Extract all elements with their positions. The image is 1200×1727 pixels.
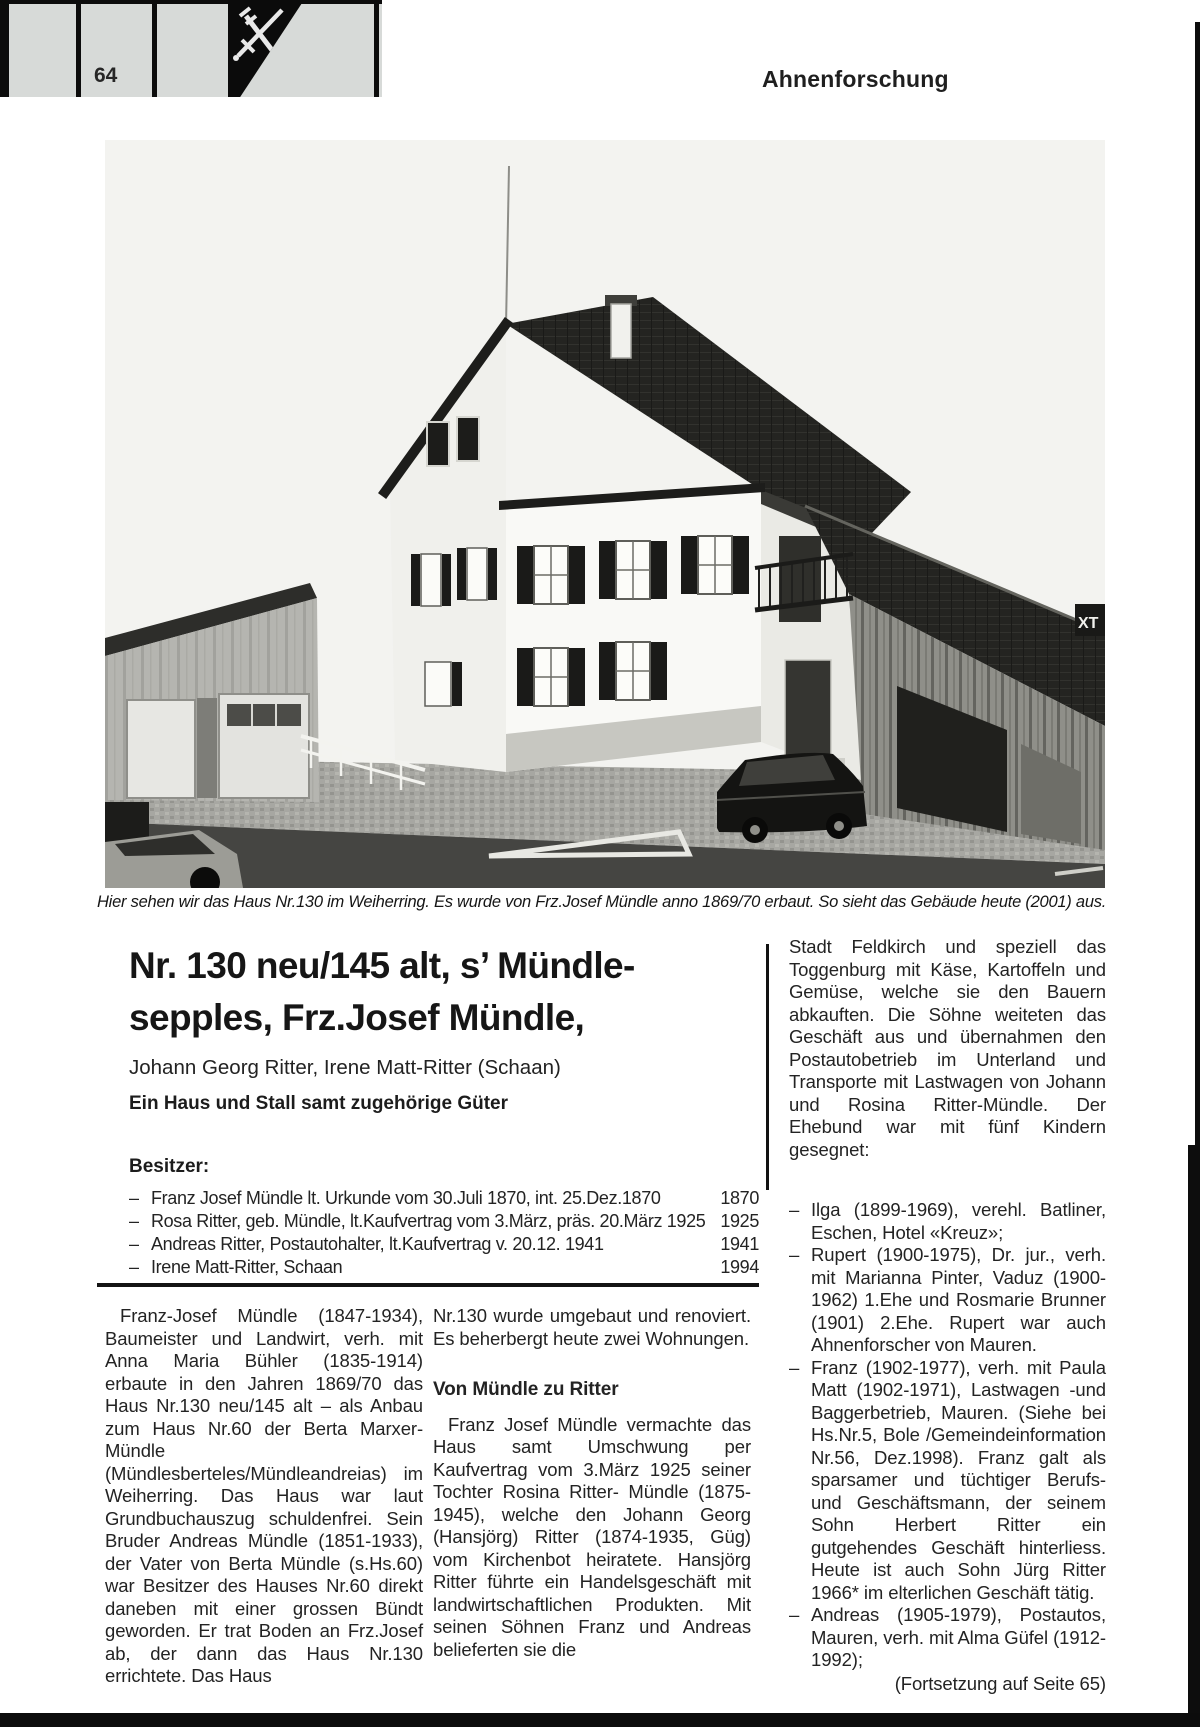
column-left [105,1305,423,1688]
barn-sign-text: XT [1078,615,1099,632]
owner-row [129,1233,759,1256]
ground-door [785,660,831,756]
header-top-rule [0,0,382,4]
paragraph: Stadt Feldkirch und speziell das Toggenburg mit Käse, Kartoffeln und Gemüse, welche sie den Bauern abkauften. Die Söhne weiteten das Geschäft aus und übernahmen den Postautobetrieb im Unterland und Transporte mit Lastwagen von Johann und Rosina Ritter-Mündle. Der Ehebund war mit fünf Kindern gesegnet: [789,936,1106,1160]
list-item [789,1604,1106,1672]
emblem-icon-graphic [228,0,304,97]
continuation-note: (Fortsetzung auf Seite 65) [894,1672,1106,1694]
list-item [789,1199,1106,1244]
owners-list [129,1187,759,1279]
owner-year: 1994 [720,1257,759,1277]
column-middle [433,1305,751,1661]
column-divider-rule [766,944,769,1190]
header-divider [152,0,157,97]
list-item [789,1244,1106,1357]
article-lead: Ein Haus und Stall samt zugehörige Güter [129,1093,508,1114]
paragraph: Franz Josef Mündle vermachte das Haus samt Umschwung per Kaufvertrag vom 3.März 1925 seiner Tochter Rosina Ritter- Mündle (1875-1945), welche den Johann Georg (Hansjörg) Ritter (1874-1935, Güg) vom Kirchenbot heiratete. Hansjörg Ritter führte ein Handelsgeschäft mit landwirtschaftlichen Produkten. Mit seinen Söhnen Franz und Andreas belieferten sie die [433,1413,751,1660]
owner-text: Rosa Ritter, geb. Mündle, lt.Kaufvertrag vom 3.März, präs. 20.März 1925 [151,1211,706,1231]
crossed-key-and-sword-icon [228,0,304,97]
page-right-edge-bar [1188,1145,1200,1715]
article-title-line1: Nr. 130 neu/145 alt, s’ Mündle- [129,945,635,986]
list-dash: – [789,1356,800,1378]
children-list [789,1199,1106,1672]
list-item-text: Ilga (1899-1969), verehl. Batliner, Eschen, Hotel «Kreuz»; [811,1199,1106,1243]
paragraph: Nr.130 wurde umgebaut und renoviert. Es beherbergt heute zwei Wohnungen. [433,1305,751,1349]
owners-heading: Besitzer: [129,1156,210,1177]
photo-caption: Hier sehen wir das Haus Nr.130 im Weiherring. Es wurde von Frz.Josef Mündle anno 1869/70 erbaut. So sieht das Gebäude heute (2001) aus. [97,893,1107,911]
owner-year: 1925 [720,1211,759,1231]
list-dash: – [789,1199,800,1220]
owner-text: Franz Josef Mündle lt. Urkunde vom 30.Juli 1870, int. 25.Dez.1870 [151,1188,661,1208]
subheading: Von Mündle zu Ritter [433,1379,619,1400]
list-item-text: Rupert (1900-1975), Dr. jur., verh. mit Marianna Pinter, Vaduz (1900-1962) 1.Ehe und Rosmarie Brunner (1901) 2.Ehe. Rupert war auch Ahnenforscher von Mauren. [811,1244,1106,1355]
house-photo [105,140,1105,888]
header-strip [0,0,382,97]
owners-section [129,1156,759,1279]
column-right [789,936,1106,1695]
house-photo-illustration [105,140,1105,888]
owner-row [129,1210,759,1233]
owner-row [129,1256,759,1279]
list-dash: – [789,1244,800,1265]
page-number: 64 [94,64,118,87]
list-dash: – [129,1257,139,1277]
owner-year: 1870 [720,1188,759,1208]
owners-bottom-rule [97,1283,759,1287]
owner-text: Andreas Ritter, Postautohalter, lt.Kaufvertrag v. 20.12. 1941 [151,1234,604,1254]
page-right-edge-bar [1195,22,1200,1147]
header-divider [76,0,81,97]
section-title: Ahnenforschung [762,66,949,92]
article-subtitle: Johann Georg Ritter, Irene Matt-Ritter (Schaan) [129,1056,561,1079]
list-item-text: Franz (1902-1977), verh. mit Paula Matt (1902-1971), Lastwagen -und Baggerbetrieb, Mauren. (Siehe bei Hs.Nr.5, Bole /Gemeindeinformation Nr.56, Dez.1998). Franz galt als sparsamer und tüchtiger Berufs- und Geschäftsmann, der seinem Sohn Herbert Ritter ein gutgehendes Geschäft hinterliess. Heute ist auch Sohn Jürg Ritter 1966* im elterlichen Geschäft tätig. [811,1356,1106,1603]
owner-year: 1941 [720,1234,759,1254]
list-dash: – [789,1604,800,1625]
owner-text: Irene Matt-Ritter, Schaan [151,1257,343,1277]
article-title-block [129,940,735,1115]
list-dash: – [129,1188,139,1208]
list-dash: – [129,1211,139,1231]
list-item-text: Andreas (1905-1979), Postautos, Mauren, verh. mit Alma Güfel (1912-1992); [811,1604,1106,1670]
parked-car [717,753,867,843]
paragraph: Franz-Josef Mündle (1847-1934), Baumeister und Landwirt, verh. mit Anna Maria Bühler (1835-1914) erbaute in den Jahren 1869/70 das Haus Nr.130 neu/145 alt – als Anbau zum Haus Nr.60 der Berta Marxer- Mündle (Mündlesberteles/Mündleandreias) im Weiherring. Das Haus war laut Grundbuchauszug schuldenfrei. Sein Bruder Andreas Mündle (1851-1933), der Vater von Berta Mündle (s.Hs.60) war Besitzer des Hauses Nr.60 direkt daneben mit einer grossen Bündt geworden. Er trat Boden an Frz.Josef ab, der dann das Haus Nr.130 errichtete. Das Haus [105,1305,423,1686]
list-item [789,1357,1106,1605]
owner-row [129,1187,759,1210]
article-title-line2: sepples, Frz.Josef Mündle, [129,997,585,1038]
list-dash: – [129,1234,139,1254]
page-bottom-bar [0,1713,1200,1727]
chimney [611,304,631,358]
header-left-rule [0,0,9,97]
header-divider [374,0,379,97]
